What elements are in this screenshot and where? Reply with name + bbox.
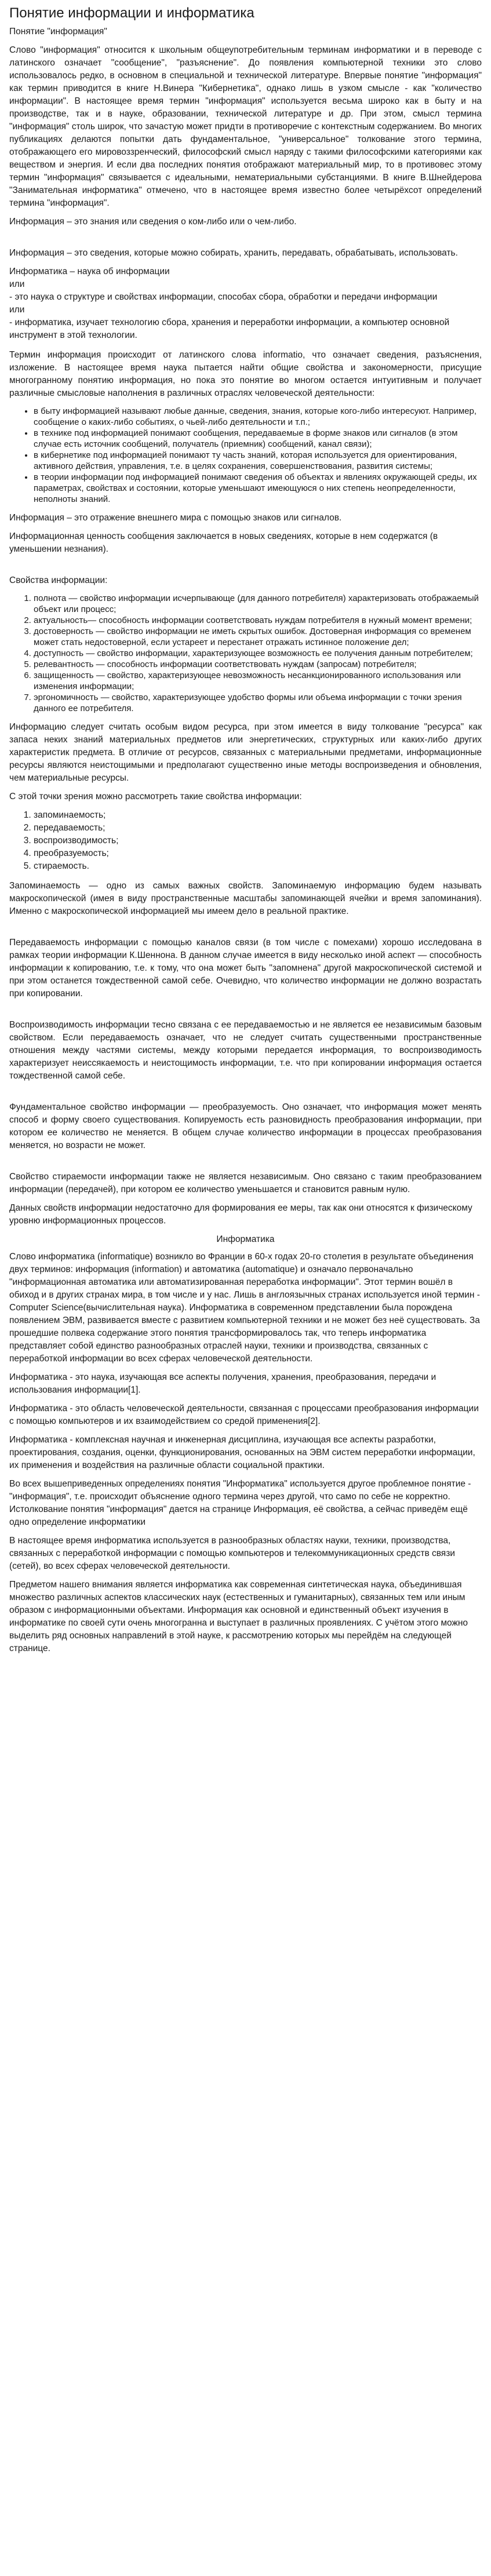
section-subtitle: Понятие "информация" [9, 27, 107, 37]
list-item: 1. полнота — свойство информации исчерпывающе (для данного потребителя) характеризовать отображаемый объект или процесс; [34, 593, 482, 615]
intro-paragraph: Слово "информация" относится к школьным общеупотребительным терминам информатики и в переводе с латинского означает "сообщение", "разъяснение". До появления компьютерной техники это слово использовалось редко, в основном в специальной и технической литературе. Впервые понятие "информация" как термин приводится в книге Н.Винера "Кибернетика", однако лишь в узком смысле - как "количество информации". В настоящее время термин "информация" используется весьма широко как в быту и на производстве, так и в науке, образовании, технической литературе и др. При этом, смысл термина "информация" столь широк, что зачастую может придти в противоречие с контекстным содержанием. Во многих публикациях делаются попытки дать фундаментальное, "универсальное" толкование этого термина, отображающего его мировоззренческий, философский смысл наряду с такими философскими категориями как веществом и энергия. И если два последних понятия отображают материальный мир, то в противовес этому термин "информация" связывается с идеальными, нематериальными субстанциями. В книге В.Шнейдерова "Занимательная информатика" отмечено, что в настоящее время известно более четырёхсот определений термина "информация". [9, 45, 482, 208]
properties-list [9, 593, 482, 714]
transferability-paragraph: Передаваемость информации с помощью каналов связи (в том числе с помехами) хорошо исследована в рамках теории информации К.Шеннона. В данном случае имеется в виду несколько иной аспект — способность информации к копированию, т.е. к тому, что она может быть "запомнена" другой макроскопической системой и при этом останется тождественной самой себе. Очевидно, что количество информации не должно возрастать при копировании. [9, 938, 482, 999]
list-item: • в теории информации под информацией понимают сведения об объектах и явлениях окружающей среды, их параметрах, свойствах и состоянии, которые уменьшают имеющуюся о них степень неопределенности, неполноты знаний. [34, 472, 482, 505]
list-item: 5. релевантность — способность информации соответствовать нуждам (запросам) потребителя; [34, 659, 482, 670]
resource-paragraph: Информацию следует считать особым видом ресурса, при этом имеется в виду толкование "ресурса" как запаса неких знаний материальных предметов или энергетических, структурных или каких-либо других характеристик предмета. В отличие от ресурсов, связанных с материальными предметами, информационные ресурсы являются неистощимыми и предполагают существенно иные методы воспроизведения и обновления, чем материальные ресурсы. [9, 722, 482, 783]
definition-3: Информатика – наука об информации или - это наука о структуре и свойствах информации, способах сбора, обработки и передачи информации или - информатика, изучает технологию сбора, хранения и переработки информации, а компьютер основной инструмент в этой технологии. [9, 267, 450, 340]
resource-list [9, 809, 482, 873]
reproducibility-paragraph: Воспроизводимость информации тесно связана с ее передаваемостью и не является ее независимым базовым свойством. Если передаваемость означает, что не следует считать существенными пространственные отношения между частями системы, между которыми передается информация, то воспроизводимость характеризует неиссякаемость и неистощимость информации, т.е. что при копировании информация остается тождественной самой себе. [9, 1020, 482, 1081]
informatics-definition-2: Информатика - это область человеческой деятельности, связанная с процессами преобразования информации с помощью компьютеров и их взаимодействием со средой применения[2]. [9, 1404, 479, 1426]
list-item: • в кибернетике под информацией понимают ту часть знаний, которая используется для ориентирования, активного действия, управления, т.е. в целях сохранения, совершенствования, развития системы; [34, 450, 482, 472]
list-item: 3. воспроизводимость; [34, 835, 482, 847]
informatics-intro: Слово информатика (informatique) возникло во Франции в 60-х годах 20-го столетия в результате объединения двух терминов: информация (information) и автоматика (automatique) и означало первоначально "информационная автоматика или автоматизированная переработка информации". Этот термин вошёл в обиход и в других странах мира, в том числе и у нас. Лишь в англоязычных странах используется иной термин - Computer Science(вычислительная наука). Информатика в современном представлении была порождена появлением ЭВМ, развивается вместе с развитием компьютерной техники и не может без неё существовать. За прошедшие полвека содержание этого понятия трансформировалось так, что теперь информатика представляет собой единство разнообразных отраслей науки, техники и производства, связанных с переработкой информации во всех сферах человеческой деятельности. [9, 1252, 480, 1364]
informatics-paragraph-6: Предметом нашего внимания является информатика как современная синтетическая наука, объединившая множество различных аспектов классических наук (естественных и гуманитарных), связанных тем или иным образом с информационными объектами. Информация как основной и единственный объект изучения в информатике по своей сути очень многогранна и выступает в различных проявлениях. С учётом этого можно выделить ряд основных направлений в этой науке, к рассмотрению которых мы перейдём на следующей странице. [9, 1580, 468, 1653]
list-item: 4. доступность — свойство информации, характеризующее возможность ее получения данным потребителем; [34, 648, 482, 659]
informatics-paragraph-5: В настоящее время информатика используется в разнообразных областях науки, техники, производства, связанных с переработкой информации с помощью компьютеров и телекоммуникационных средств связи (сетей), во всех сферах человеческой деятельности. [9, 1536, 455, 1571]
informatics-paragraph-4: Во всех вышеприведенных определениях понятия "Информатика" используется другое проблемное понятие - "информация", т.е. происходит объяснение одного термина через другой, что само по себе не корректно. Истолкование понятия "информация" дается на странице Информация, её свойства, а сейчас приведём ещё одно определение информатики [9, 1479, 471, 1527]
definition-2: Информация – это сведения, которые можно собирать, хранить, передавать, обрабатывать, использовать. [9, 248, 458, 258]
list-item: 4. преобразуемость; [34, 847, 482, 860]
list-item: 5. стираемость. [34, 860, 482, 873]
section-heading: Информатика [216, 1234, 275, 1244]
informatics-definition-3: Информатика - комплексная научная и инженерная дисциплина, изучающая все аспекты разработки, проектирования, создания, оценки, функционирования, основанных на ЭВМ систем переработки информации, их применения и воздействия на различные области социальной практики. [9, 1435, 475, 1470]
transformability-paragraph: Фундаментальное свойство информации — преобразуемость. Оно означает, что информация может менять способ и форму своего существования. Копируемость есть разновидность преобразования информации, при котором ее количество не меняется. В общем случае количество информации в процессах преобразования меняется, но возрасти не может. [9, 1102, 482, 1150]
term-paragraph: Термин информация происходит от латинского слова informatio, что означает сведения, разъяснения, изложение. В настоящее время наука пытается найти общие свойства и закономерности, присущие многогранному понятию информация, но пока это понятие во многом остается интуитивным и получает различные смысловые наполнения в различных отраслях человеческой деятельности: [9, 350, 482, 398]
page-title: Понятие информации и информатика [9, 5, 254, 21]
list-item: 6. защищенность — свойство, характеризующее невозможность несанкционированного использования или изменения информации; [34, 670, 482, 692]
list-item: 2. передаваемость; [34, 822, 482, 835]
resource-lead: С этой точки зрения можно рассмотреть такие свойства информации: [9, 792, 302, 801]
definition-4: Информация – это отражение внешнего мира с помощью знаков или сигналов. [9, 513, 342, 523]
definition-1: Информация – это знания или сведения о ком-либо или о чем-либо. [9, 217, 297, 227]
definition-5: Информационная ценность сообщения заключается в новых сведениях, которые в нем содержатся (в уменьшении незнания). [9, 531, 438, 554]
properties-title: Свойства информации: [9, 575, 108, 585]
informatics-definition-1: Информатика - это наука, изучающая все аспекты получения, хранения, преобразования, передачи и использования информации[1]. [9, 1372, 437, 1395]
memorability-paragraph: Запоминаемость — одно из самых важных свойств. Запоминаемую информацию будем называть макроскопической (имея в виду пространственные масштабы запоминающей ячейки и время запоминания). Именно с макроскопической информацией мы имеем дело в реальной практике. [9, 881, 482, 916]
list-item: 2. актуальность— способность информации соответствовать нуждам потребителя в нужный момент времени; [34, 615, 482, 626]
usage-list [9, 406, 482, 505]
summary-paragraph: Данных свойств информации недостаточно для формирования ее меры, так как они относятся к физическому уровню информационных процессов. [9, 1203, 472, 1226]
list-item: 1. запоминаемость; [34, 809, 482, 822]
list-item: • в технике под информацией понимают сообщения, передаваемые в форме знаков или сигналов (в этом случае есть источник сообщений, получатель (приемник) сообщений, канал связи); [34, 428, 482, 450]
list-item: 3. достоверность — свойство информации не иметь скрытых ошибок. Достоверная информация со временем может стать недостоверной, если устареет и перестанет отражать истинное положение дел; [34, 626, 482, 648]
erasability-paragraph: Свойство стираемости информации также не является независимым. Оно связано с таким преобразованием информации (передачей), при котором ее количество уменьшается и становится равным нулю. [9, 1172, 482, 1194]
list-item: • в быту информацией называют любые данные, сведения, знания, которые кого-либо интересуют. Например, сообщение о каких-либо событиях, о чьей-либо деятельности и т.п.; [34, 406, 482, 428]
list-item: 7. эргономичность — свойство, характеризующее удобство формы или объема информации с точки зрения данного ее потребителя. [34, 692, 482, 714]
